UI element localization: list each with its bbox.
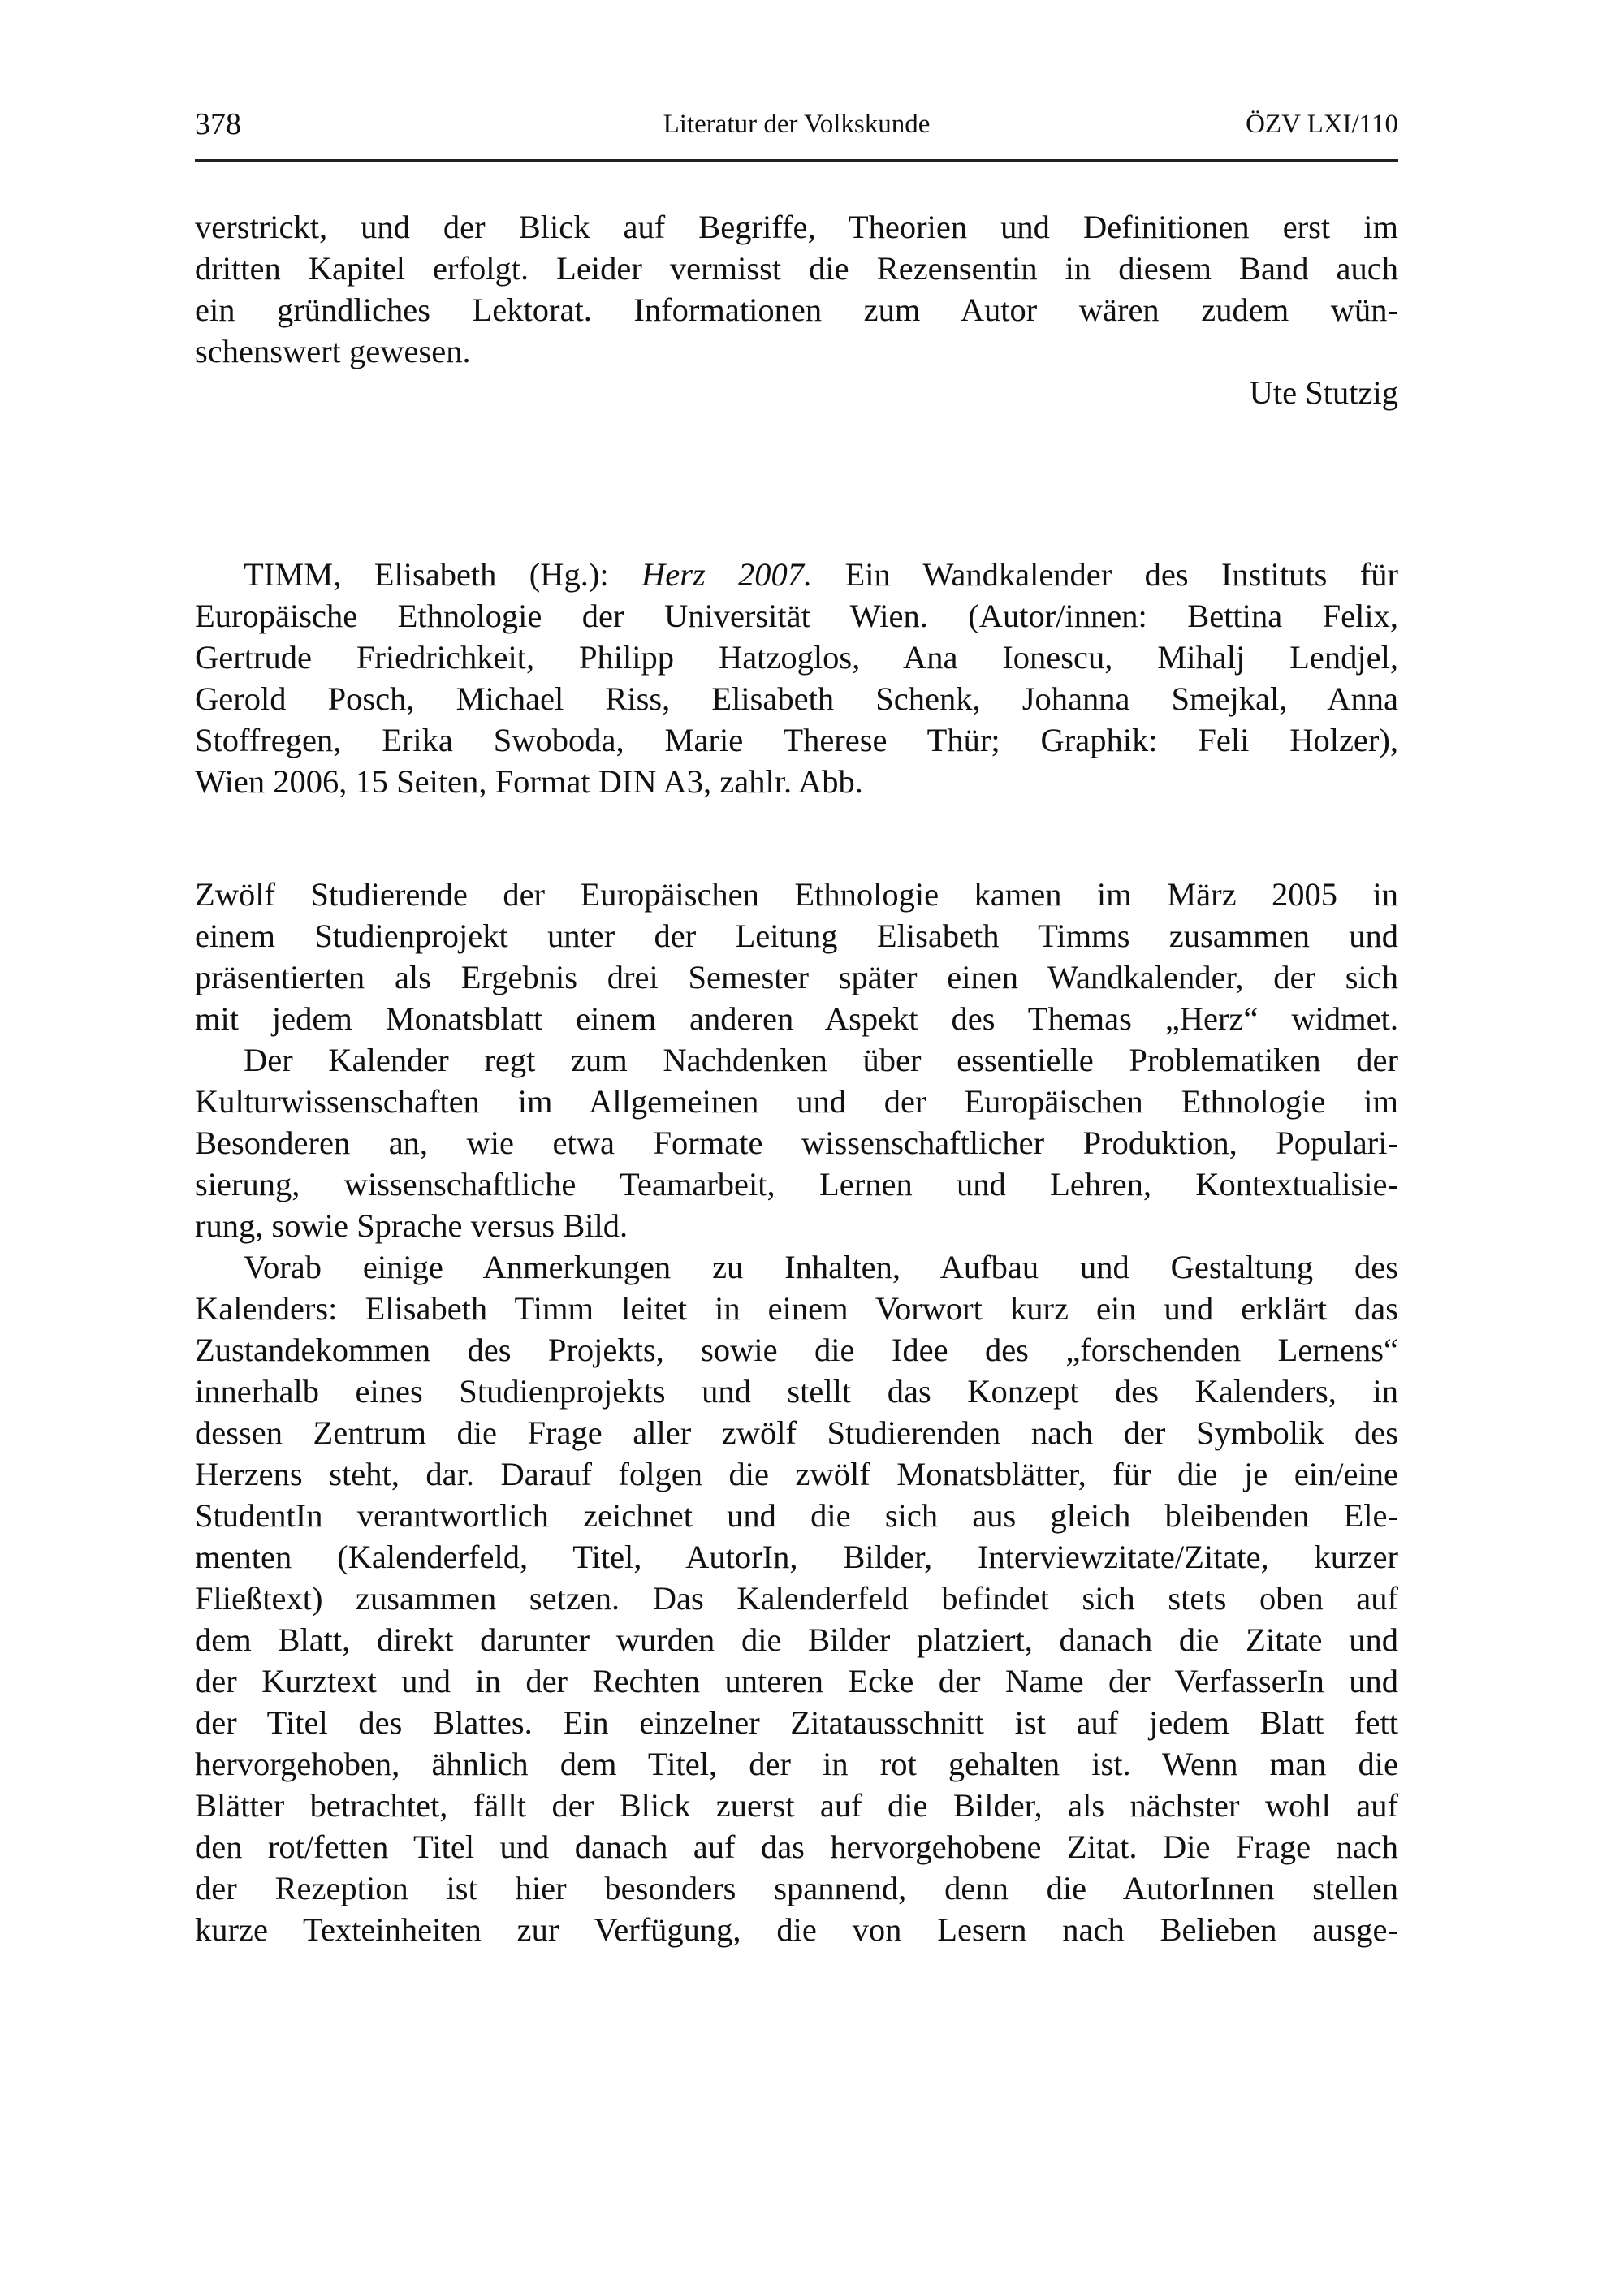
text-line: hervorgehoben, ähnlich dem Titel, der in rot gehalten ist. Wenn man die — [195, 1746, 1398, 1782]
text-line: Wien 2006, 15 Seiten, Format DIN A3, zahlr. Abb. — [195, 763, 863, 800]
review-body — [195, 874, 1398, 1950]
bibliographic-citation — [195, 554, 1398, 802]
text-line: Kulturwissenschaften im Allgemeinen und der Europäischen Ethnologie im — [195, 1083, 1398, 1120]
text-line: Der Kalender regt zum Nachdenken über essentielle Problematiken der — [244, 1042, 1398, 1078]
text-line: dritten Kapitel erfolgt. Leider vermisst die Rezensentin in diesem Band auch — [195, 250, 1398, 287]
citation-title: Herz 2007. — [641, 556, 813, 593]
text-line: sierung, wissenschaftliche Teamarbeit, Lernen und Lehren, Kontextualisie- — [195, 1166, 1398, 1202]
citation-author: TIMM, Elisabeth (Hg.): — [244, 556, 609, 593]
running-head — [195, 104, 1398, 145]
text-line: Kalenders: Elisabeth Timm leitet in einem Vorwort kurz ein und erklärt das — [195, 1290, 1398, 1327]
text-line: StudentIn verantwortlich zeichnet und die sich aus gleich bleibenden Ele- — [195, 1497, 1398, 1534]
citation-first-line — [195, 554, 1398, 595]
paragraph-3 — [195, 1246, 1398, 1950]
text-line: ein gründliches Lektorat. Informationen zum Autor wären zudem wün- — [195, 291, 1398, 328]
text-line: der Rezeption ist hier besonders spannend, denn die AutorInnen stellen — [195, 1870, 1398, 1906]
text-line: den rot/fetten Titel und danach auf das hervorgehobene Zitat. Die Frage nach — [195, 1828, 1398, 1865]
text-line: einem Studienprojekt unter der Leitung Elisabeth Timms zusammen und — [195, 917, 1398, 954]
journal-reference: ÖZV LXI/110 — [1246, 110, 1398, 139]
text-line: präsentierten als Ergebnis drei Semester später einen Wandkalender, der sich — [195, 959, 1398, 995]
text-line: Gerold Posch, Michael Riss, Elisabeth Schenk, Johanna Smejkal, Anna — [195, 680, 1398, 717]
text-line: Herzens steht, dar. Darauf folgen die zwölf Monatsblätter, für die je ein/eine — [195, 1456, 1398, 1492]
paragraph-2 — [195, 1039, 1398, 1246]
text-line: rung, sowie Sprache versus Bild. — [195, 1207, 628, 1244]
paragraph-1 — [195, 874, 1398, 1039]
text-line: der Titel des Blattes. Ein einzelner Zitatausschnitt ist auf jedem Blatt fett — [195, 1704, 1398, 1741]
text-line: kurze Texteinheiten zur Verfügung, die von Lesern nach Belieben ausge- — [195, 1911, 1398, 1948]
text-line: Blätter betrachtet, fällt der Blick zuerst auf die Bilder, als nächster wohl auf — [195, 1787, 1398, 1824]
text-line: Gertrude Friedrichkeit, Philipp Hatzoglos, Ana Ionescu, Mihalj Lendjel, — [195, 639, 1398, 676]
text-line: innerhalb eines Studienprojekts und stellt das Konzept des Kalenders, in — [195, 1373, 1398, 1410]
text-line: Zwölf Studierende der Europäischen Ethnologie kamen im März 2005 in — [195, 876, 1398, 913]
text-line: dem Blatt, direkt darunter wurden die Bilder platziert, danach die Zitate und — [195, 1621, 1398, 1658]
text-line: Fließtext) zusammen setzen. Das Kalenderfeld befindet sich stets oben auf — [195, 1580, 1398, 1617]
text-line: Europäische Ethnologie der Universität Wien. (Autor/innen: Bettina Felix, — [195, 598, 1398, 634]
text-line: mit jedem Monatsblatt einem anderen Aspekt des Themas „Herz“ widmet. — [195, 1000, 1398, 1037]
previous-review-ending — [195, 206, 1398, 413]
text-line: schenswert gewesen. — [195, 333, 471, 369]
header-rule — [195, 159, 1398, 162]
text-line: verstrickt, und der Blick auf Begriffe, Theorien und Definitionen erst im — [195, 209, 1398, 245]
text-line: Vorab einige Anmerkungen zu Inhalten, Aufbau und Gestaltung des — [244, 1249, 1398, 1285]
text-line: Zustandekommen des Projekts, sowie die Idee des „forschenden Lernens“ — [195, 1332, 1398, 1368]
citation-subtitle: Ein Wandkalender des Instituts für — [844, 556, 1399, 593]
text-line: menten (Kalenderfeld, Titel, AutorIn, Bilder, Interviewzitate/Zitate, kurzer — [195, 1539, 1398, 1575]
text-line: der Kurztext und in der Rechten unteren Ecke der Name der VerfasserIn und — [195, 1663, 1398, 1699]
reviewer-signature: Ute Stutzig — [1249, 374, 1398, 411]
text-line: Stoffregen, Erika Swoboda, Marie Therese Thür; Graphik: Feli Holzer), — [195, 722, 1398, 758]
page-number: 378 — [195, 107, 241, 141]
text-line: Besonderen an, wie etwa Formate wissenschaftlicher Produktion, Populari- — [195, 1125, 1398, 1161]
running-title: Literatur der Volkskunde — [663, 110, 931, 139]
text-line: dessen Zentrum die Frage aller zwölf Studierenden nach der Symbolik des — [195, 1414, 1398, 1451]
